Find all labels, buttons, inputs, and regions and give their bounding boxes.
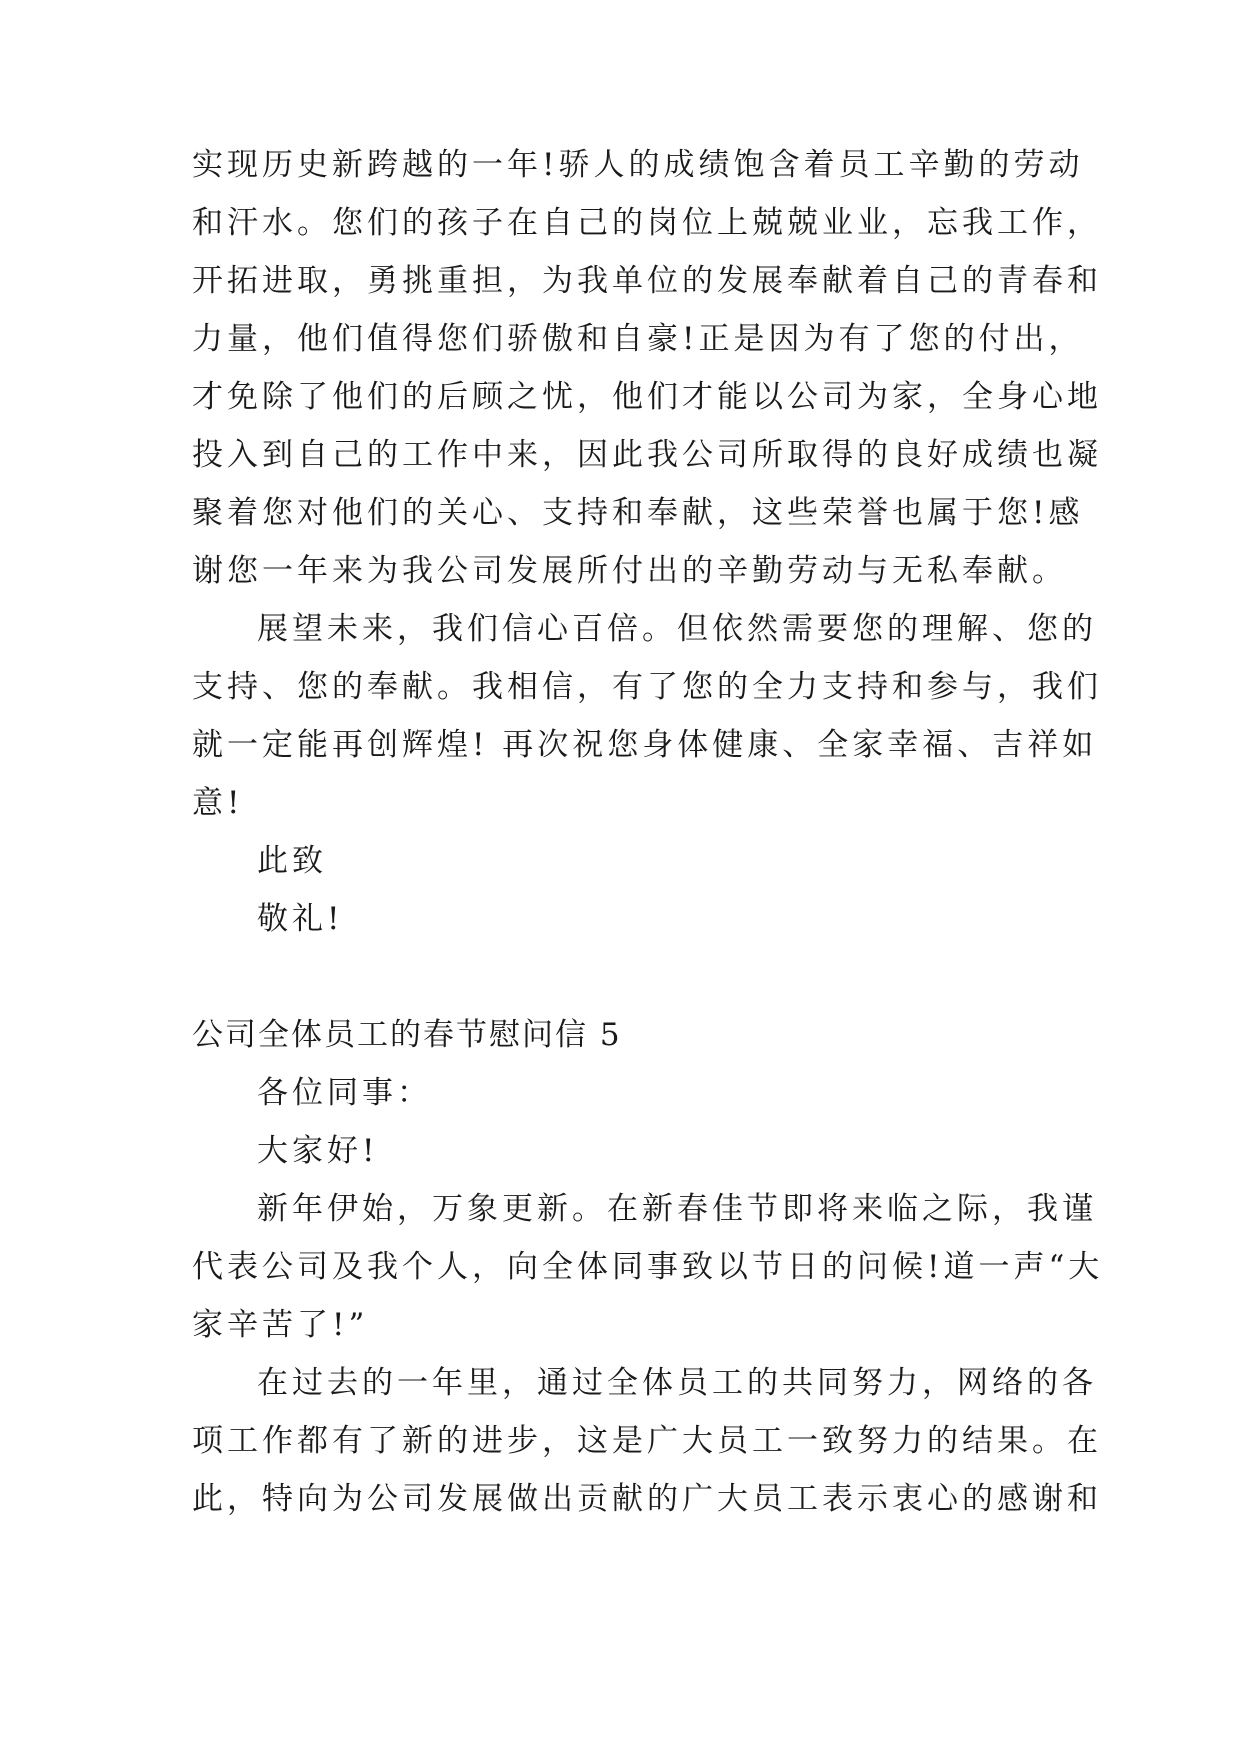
body-line: 开拓进取，勇挑重担，为我单位的发展奉献着自己的青春和 bbox=[192, 263, 1102, 299]
body-line: 才免除了他们的后顾之忧，他们才能以公司为家，全身心地 bbox=[192, 379, 1102, 415]
body-line: 家辛苦了!” bbox=[192, 1307, 369, 1343]
body-line: 实现历史新跨越的一年!骄人的成绩饱含着员工辛勤的劳动 bbox=[192, 147, 1084, 183]
body-line: 项工作都有了新的进步，这是广大员工一致努力的结果。在 bbox=[192, 1423, 1102, 1459]
closing-line: 敬礼! bbox=[257, 901, 344, 937]
body-line: 此，特向为公司发展做出贡献的广大员工表示衷心的感谢和 bbox=[192, 1481, 1102, 1517]
greeting: 大家好! bbox=[257, 1133, 379, 1169]
body-line: 代表公司及我个人，向全体同事致以节日的问候!道一声“大 bbox=[192, 1249, 1104, 1285]
body-line: 聚着您对他们的关心、支持和奉献，这些荣誉也属于您!感 bbox=[192, 495, 1084, 531]
body-line: 在过去的一年里，通过全体员工的共同努力，网络的各 bbox=[257, 1365, 1097, 1401]
body-line: 就一定能再创辉煌! 再次祝您身体健康、全家幸福、吉祥如 bbox=[192, 727, 1098, 763]
body-line: 支持、您的奉献。我相信，有了您的全力支持和参与，我们 bbox=[192, 669, 1102, 705]
body-line: 新年伊始，万象更新。在新春佳节即将来临之际，我谨 bbox=[257, 1191, 1097, 1227]
closing-line: 此致 bbox=[257, 843, 327, 879]
body-line: 和汗水。您们的孩子在自己的岗位上兢兢业业，忘我工作， bbox=[192, 205, 1102, 241]
body-line: 展望未来，我们信心百倍。但依然需要您的理解、您的 bbox=[257, 611, 1097, 647]
body-line: 投入到自己的工作中来，因此我公司所取得的良好成绩也凝 bbox=[192, 437, 1102, 473]
body-line: 力量，他们值得您们骄傲和自豪!正是因为有了您的付出， bbox=[192, 321, 1084, 357]
section-title: 公司全体员工的春节慰问信 5 bbox=[192, 1017, 622, 1053]
body-line: 谢您一年来为我公司发展所付出的辛勤劳动与无私奉献。 bbox=[192, 553, 1067, 589]
body-line: 意! bbox=[192, 785, 244, 821]
salutation: 各位同事： bbox=[257, 1075, 432, 1111]
